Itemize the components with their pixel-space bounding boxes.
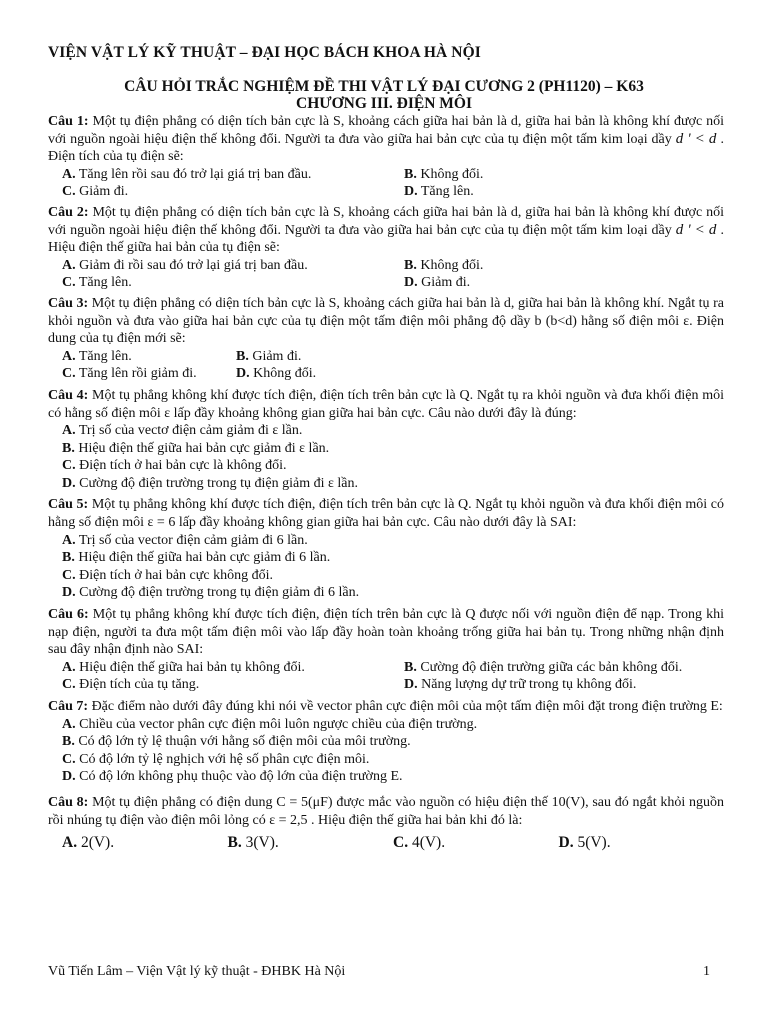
answer-option[interactable] <box>559 834 725 852</box>
answer-option[interactable] <box>62 734 411 749</box>
question-text <box>48 606 724 659</box>
question-stem: Một tụ điện phẳng có điện dung C = 5(μF) được mắc vào nguồn có hiệu điện thế 10(V), sau đó ngắt khỏi nguồn rồi nhúng tụ điện vào điện môi lỏng có ε = 2,5 . Hiệu điện thế giữa hai bản khi đó là: <box>48 794 725 828</box>
option-row <box>48 768 724 786</box>
option-letter: B. <box>62 734 75 750</box>
answer-option[interactable] <box>62 659 404 677</box>
math-expression: d ' < d <box>671 221 721 238</box>
answer-option[interactable] <box>404 274 470 292</box>
option-text: Tăng lên rồi giảm đi. <box>75 366 197 382</box>
option-text: Cường độ điện trường trong tụ điện giảm đi 6 lần. <box>75 585 360 601</box>
question-label: Câu 1: <box>48 114 89 129</box>
page-number: 1 <box>703 964 710 979</box>
institute-heading: VIỆN VẬT LÝ KỸ THUẬT – ĐẠI HỌC BÁCH KHOA HÀ NỘI <box>48 44 481 61</box>
question-item <box>48 387 724 493</box>
question-label: Câu 5: <box>48 497 89 513</box>
option-letter: C. <box>62 275 76 291</box>
question-item <box>48 295 724 383</box>
option-letter: A. <box>62 532 76 548</box>
option-text: Tăng lên. <box>417 184 474 200</box>
option-text: Hiệu điện thế giữa hai bản cực giảm đi ε lần. <box>74 440 330 456</box>
question-label: Câu 8: <box>48 794 89 810</box>
question-stem: Một tụ điện phẳng có diện tích bản cực là S, khoảng cách giữa hai bản là d, giữa hai bản là không khí được nối với nguồn ngoài hiệu điện thế không đổi. Người ta đưa vào giữa hai bản cực của tụ điện một tấm kim loại dầy <box>48 114 724 147</box>
option-text: Hiệu điện thế giữa hai bản tụ không đổi. <box>75 659 305 675</box>
option-text: Điện tích của tụ tăng. <box>75 677 200 693</box>
option-row <box>48 834 724 852</box>
answer-option[interactable] <box>62 717 477 732</box>
answer-option[interactable] <box>62 533 308 548</box>
option-row <box>48 659 724 677</box>
chapter-title: CHƯƠNG III. ĐIỆN MÔI <box>296 95 472 112</box>
option-row <box>48 549 724 567</box>
option-letter: B. <box>404 257 417 273</box>
answer-option[interactable] <box>62 476 358 491</box>
question-stem: Một tụ phẳng không khí được tích điện, điện tích trên bản cực là Q được nối với nguồn điện để nạp. Trong khi nạp điện, người ta đưa một tấm điện môi vào lấp đầy hoàn toàn khoảng trống giữa hai bản tụ. Trong những nhận định sau đây nhận định nào SAI: <box>48 607 725 658</box>
answer-option[interactable] <box>62 423 302 438</box>
option-text: Năng lượng dự trữ trong tụ không đổi. <box>417 677 637 693</box>
option-letter: A. <box>62 659 76 675</box>
question-text <box>48 496 724 531</box>
option-row <box>48 183 724 201</box>
option-letter: C. <box>62 458 76 474</box>
option-text: Có độ lớn tỷ lệ thuận với hằng số điện môi của môi trường. <box>74 734 411 750</box>
question-item <box>48 496 724 602</box>
exam-title: CÂU HỎI TRẮC NGHIỆM ĐỀ THI VẬT LÝ ĐẠI CƯƠNG 2 (PH1120) – K63 <box>124 78 644 95</box>
question-text <box>48 113 724 166</box>
option-row <box>48 348 724 366</box>
answer-option[interactable] <box>62 550 330 565</box>
footer-author: Vũ Tiến Lâm – Viện Vật lý kỹ thuật - ĐHBK Hà Nội <box>48 964 346 979</box>
question-label: Câu 3: <box>48 295 89 311</box>
answer-option[interactable] <box>404 166 483 184</box>
option-text: 4(V). <box>408 834 446 852</box>
option-text: Có độ lớn tỷ lệ nghịch với hệ số phân cực điện môi. <box>75 751 370 767</box>
question-stem: Một tụ phẳng không khí được tích điện, điện tích trên bản cực là Q. Ngắt tụ ra khỏi nguồn và đưa khối điện môi có hằng số điện môi ε lấp đầy khoảng không gian giữa hai bản cực. Câu nào dưới đây là đúng: <box>48 387 724 421</box>
option-row <box>48 475 724 493</box>
option-letter: A. <box>62 716 76 732</box>
answer-option[interactable] <box>62 769 403 784</box>
question-item <box>48 698 724 786</box>
option-letter: C. <box>62 567 76 583</box>
answer-option[interactable] <box>404 183 474 201</box>
option-letter: A. <box>62 257 76 273</box>
option-text: Không đổi. <box>249 366 317 382</box>
question-list <box>48 113 724 855</box>
answer-option[interactable] <box>62 458 287 473</box>
question-stem: Một tụ điện phẳng có diện tích bản cực là S, khoảng cách giữa hai bản là d, giữa hai bản là không khí được nối với nguồn ngoài hiệu điện thế không đổi. Người ta đưa vào giữa hai bản cực của tụ điện một tấm kim loại dầy <box>48 204 724 238</box>
option-text: Giảm đi. <box>248 348 302 364</box>
answer-option[interactable] <box>62 183 404 201</box>
question-item <box>48 794 724 852</box>
option-letter: B. <box>62 550 75 566</box>
answer-option[interactable] <box>62 752 369 767</box>
option-row <box>48 676 724 694</box>
answer-option[interactable] <box>62 568 273 583</box>
question-stem-tail: . Hiệu điện thế giữa hai bản của tụ điện sẽ: <box>48 222 724 256</box>
option-row <box>48 733 724 751</box>
answer-option[interactable] <box>393 834 559 852</box>
question-text <box>48 387 724 422</box>
question-stem: Một tụ điện phẳng có diện tích bản cực là S, khoảng cách giữa hai bản là d, giữa hai bản là không khí. Ngắt tụ ra khỏi nguồn và đưa vào giữa hai bản cực của tụ điện một tấm điện môi phẳng độ dầy b (b<d) hằng số điện môi ε. Điện dung của tụ điện mới sẽ: <box>48 295 724 347</box>
option-letter: D. <box>62 769 76 785</box>
question-stem: Đặc điểm nào dưới đây đúng khi nói về vector phân cực điện môi của một tấm điện môi đặt trong điện trường E: <box>88 699 723 714</box>
option-letter: B. <box>62 440 75 456</box>
option-letter: B. <box>404 166 417 182</box>
option-letter: D. <box>404 275 418 291</box>
question-item <box>48 204 724 292</box>
option-text: 2(V). <box>77 834 115 852</box>
option-row <box>48 440 724 458</box>
question-label: Câu 6: <box>48 607 89 623</box>
option-letter: D. <box>236 366 250 382</box>
option-text: 3(V). <box>241 834 279 852</box>
option-row <box>48 716 724 734</box>
page-footer <box>48 964 710 980</box>
option-letter: C. <box>62 184 76 200</box>
option-letter: D. <box>558 834 574 852</box>
option-text: Tăng lên. <box>75 348 132 364</box>
option-text: Trị số của vector điện cảm giảm đi 6 lần. <box>75 532 308 548</box>
option-text: Không đổi. <box>416 257 484 273</box>
option-text: 5(V). <box>573 834 611 852</box>
option-row <box>48 584 724 602</box>
option-letter: B. <box>236 348 249 364</box>
answer-option[interactable] <box>62 585 359 600</box>
question-stem: Một tụ phẳng không khí được tích điện, điện tích trên bản cực là Q. Ngắt tụ khỏi nguồn và đưa khối điện môi có hằng số điện môi ε = 6 lấp đầy khoảng không gian giữa hai bản cực. Câu nào dưới đây là SAI: <box>48 497 725 531</box>
option-row <box>48 567 724 585</box>
answer-option[interactable] <box>62 365 236 383</box>
option-row <box>48 257 724 275</box>
option-row <box>48 274 724 292</box>
option-text: Giảm đi. <box>417 275 471 291</box>
option-text: Cường độ điện trường trong tụ điện giảm đi ε lần. <box>75 475 359 491</box>
option-letter: D. <box>404 677 418 693</box>
question-label: Câu 7: <box>48 699 89 714</box>
option-text: Tăng lên rồi sau đó trở lại giá trị ban đầu. <box>75 166 312 182</box>
answer-option[interactable] <box>404 257 483 275</box>
option-letter: C. <box>62 677 76 693</box>
answer-option[interactable] <box>62 834 228 852</box>
option-letter: C. <box>62 366 76 382</box>
option-letter: A. <box>62 348 76 364</box>
option-text: Có độ lớn không phụ thuộc vào độ lớn của điện trường E. <box>75 769 403 785</box>
question-label: Câu 2: <box>48 204 89 220</box>
option-letter: C. <box>62 751 76 767</box>
question-text <box>48 794 724 829</box>
option-text: Điện tích ở hai bản cực là không đổi. <box>75 458 287 474</box>
option-row <box>48 532 724 550</box>
option-row <box>48 365 724 383</box>
question-text <box>48 295 724 348</box>
answer-option[interactable] <box>62 274 404 292</box>
option-text: Hiệu điện thế giữa hai bản cực giảm đi 6 lần. <box>74 550 331 566</box>
option-letter: A. <box>62 166 76 182</box>
option-letter: D. <box>62 475 76 491</box>
answer-option[interactable] <box>404 676 636 694</box>
math-expression: d ' < d <box>671 130 721 147</box>
option-row <box>48 166 724 184</box>
option-text: Không đổi. <box>416 166 484 182</box>
answer-option[interactable] <box>62 257 404 275</box>
answer-option[interactable] <box>236 348 301 366</box>
question-item <box>48 113 724 201</box>
option-text: Giảm đi rồi sau đó trở lại giá trị ban đầu. <box>75 257 308 273</box>
option-text: Tăng lên. <box>75 275 132 291</box>
option-row <box>48 422 724 440</box>
answer-option[interactable] <box>404 659 682 677</box>
option-letter: B. <box>227 834 242 852</box>
question-text <box>48 698 724 716</box>
answer-option[interactable] <box>62 166 404 184</box>
answer-option[interactable] <box>62 441 329 456</box>
option-letter: B. <box>404 659 417 675</box>
question-label: Câu 4: <box>48 387 89 403</box>
answer-option[interactable] <box>62 676 404 694</box>
option-letter: A. <box>62 834 78 852</box>
option-row <box>48 457 724 475</box>
option-text: Giảm đi. <box>75 184 129 200</box>
option-text: Chiều của vector phân cực điện môi luôn ngược chiều của điện trường. <box>75 716 478 732</box>
option-letter: A. <box>62 423 76 439</box>
answer-option[interactable] <box>236 365 316 383</box>
option-letter: D. <box>404 184 418 200</box>
option-text: Trị số của vectơ điện cảm giảm đi ε lần. <box>75 423 303 439</box>
option-text: Điện tích ở hai bản cực không đổi. <box>75 567 273 583</box>
option-row <box>48 751 724 769</box>
question-text <box>48 204 724 257</box>
option-letter: D. <box>62 585 76 601</box>
question-stem-tail: . Điện tích của tụ điện sẽ: <box>48 131 724 165</box>
option-text: Cường độ điện trường giữa các bản không đổi. <box>416 659 683 675</box>
option-letter: C. <box>393 834 409 852</box>
answer-option[interactable] <box>62 348 236 366</box>
question-item <box>48 606 724 694</box>
answer-option[interactable] <box>228 834 394 852</box>
